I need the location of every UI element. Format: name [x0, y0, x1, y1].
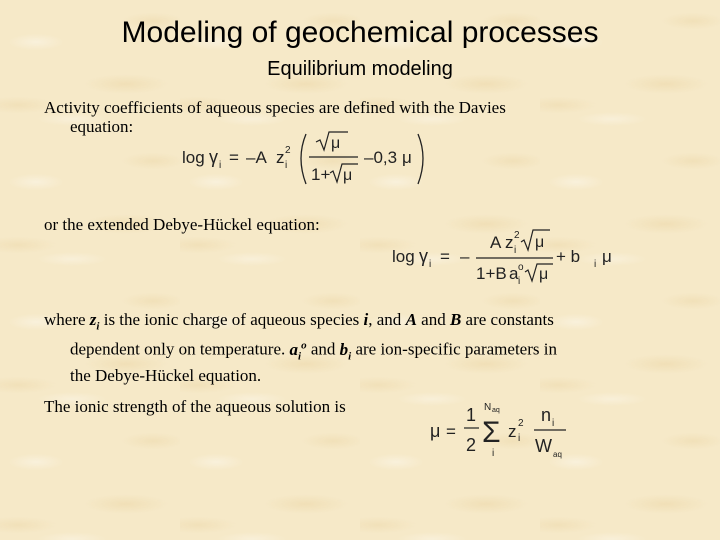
debye-huckel-equation: [388, 226, 628, 288]
eq-n-sub: i: [552, 418, 555, 429]
eq-W-sub: aq: [553, 450, 562, 459]
eq-sup-2: 2: [514, 230, 520, 241]
eq-mu: μ: [402, 148, 412, 167]
eq-equals: =: [446, 422, 456, 441]
eq-gamma: γ: [209, 147, 218, 167]
eq-n: n: [541, 405, 552, 425]
slide-subtitle: Equilibrium modeling: [267, 58, 453, 80]
eq-two: 2: [466, 435, 477, 455]
eq-equals: =: [229, 148, 239, 167]
eq-mu: μ: [331, 135, 341, 152]
eq-z-sup: 2: [518, 418, 524, 429]
slide-title: Modeling of geochemical processes: [121, 16, 599, 49]
eq-A: A: [490, 233, 502, 252]
paragraph-parameters: [44, 310, 664, 385]
eq-z: z: [508, 422, 517, 441]
eq-sub-i: i: [594, 259, 597, 270]
eq-W: W: [535, 436, 552, 456]
para-line: where $z_i$ is the ionic charge of aqueous species i, and A and B are constants: [44, 310, 554, 333]
para-line: The ionic strength of the aqueous solution is: [44, 397, 346, 416]
eq-one-plus-B: 1+B: [476, 264, 507, 283]
para-line: or the extended Debye-Hückel equation:: [44, 215, 320, 234]
eq-equals: =: [440, 247, 450, 266]
eq-sup-o: o: [518, 262, 524, 273]
eq-sub-i: i: [285, 160, 288, 171]
eq-mu: μ: [539, 266, 549, 283]
eq-z: z: [276, 148, 285, 167]
eq-sub-i: i: [429, 259, 432, 270]
eq-z-sub: i: [518, 433, 521, 444]
davies-equation: [178, 126, 438, 190]
eq-i-sub: i: [492, 448, 495, 459]
eq-mu: μ: [430, 421, 441, 441]
eq-N-aq: N: [484, 402, 492, 413]
eq-z: z: [505, 233, 514, 252]
para-line: Activity coefficients of aqueous species are defined with the Davies: [44, 98, 506, 117]
eq-mu: μ: [343, 167, 353, 184]
eq-a: a: [509, 264, 519, 283]
eq-one-plus: 1+: [311, 165, 331, 184]
para-line: dependent only on temperature. $a_i^o$ and $b_i$ are ion-specific parameters in: [70, 339, 557, 363]
eq-one: 1: [466, 405, 477, 425]
eq-mu: μ: [602, 247, 612, 266]
eq-minus-03: –0,3: [364, 148, 398, 167]
eq-minus: –: [460, 247, 470, 266]
eq-log: log: [182, 148, 205, 167]
eq-sub-i: i: [518, 276, 521, 287]
eq-mu: μ: [535, 234, 545, 251]
ionic-strength-equation: [426, 396, 586, 466]
eq-sigma: Σ: [482, 416, 501, 449]
eq-sub-i: i: [219, 160, 222, 171]
eq-gamma: γ: [419, 246, 428, 266]
para-line: equation:: [70, 117, 134, 136]
para-line: the Debye-Hückel equation.: [70, 366, 262, 386]
eq-log: log: [392, 247, 415, 266]
eq-sup-2: 2: [285, 145, 291, 156]
eq-sub-i: i: [514, 245, 517, 256]
eq-plus-b: + b: [556, 247, 581, 266]
eq-minus-A: –A: [246, 148, 267, 167]
eq-aq-sub: aq: [492, 407, 500, 414]
